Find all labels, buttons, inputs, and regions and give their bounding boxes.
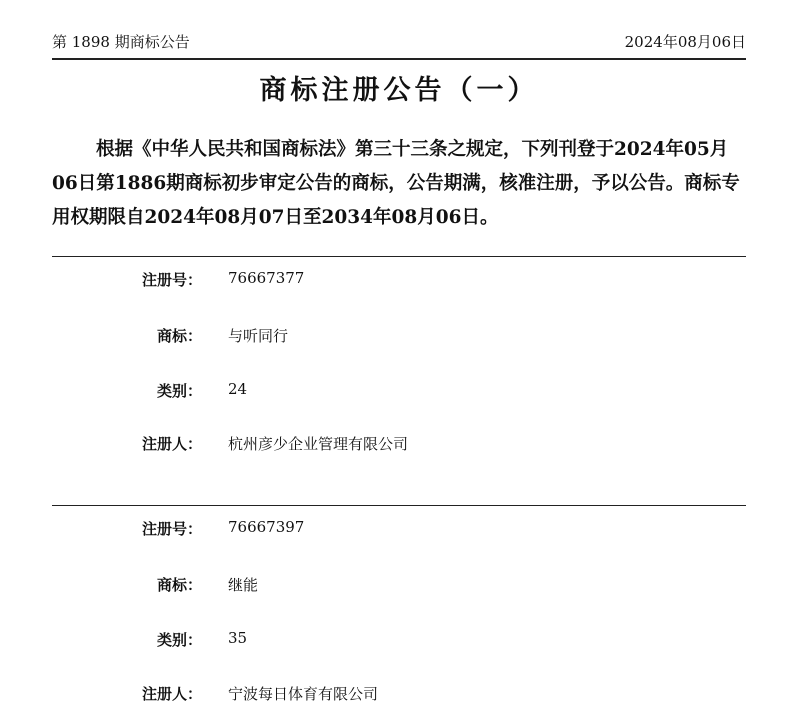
mark-value: 与听同行 [228,327,289,345]
entry-row-class [52,629,746,653]
registrant-label: 注册人： [141,685,202,703]
entry-row-registrant [52,433,746,457]
publication-date: 2024年08月06日 [624,33,746,51]
reg-no-label: 注册号： [141,520,202,538]
reg-no-label: 注册号： [141,271,202,289]
mark-label: 商标： [156,327,202,345]
class-value: 35 [228,629,248,647]
intro-text: 根据《中华人民共和国商标法》第三十三条之规定，下列刊登于2024年05月06日第1886期商标初步审定公告的商标，公告期满，核准注册，予以公告。商标专用权期限自2024年08月07日至2034年08月06日。 [52,139,740,228]
registrant-value: 宁波每日体育有限公司 [228,685,379,703]
class-label: 类别： [156,382,202,400]
entry-divider [52,505,746,506]
intro-paragraph [52,133,746,235]
reg-no-value: 76667377 [228,269,305,287]
reg-no-value: 76667397 [228,518,305,536]
entry-divider [52,256,746,257]
entry-row-reg-no [52,269,746,293]
entry-row-mark [52,325,746,349]
entry-row-mark [52,574,746,598]
class-value: 24 [228,380,248,398]
issue-number: 第 1898 期商标公告 [52,33,190,51]
entry-row-class [52,380,746,404]
page-title: 商标注册公告（一） [259,75,539,106]
registrant-value: 杭州彦少企业管理有限公司 [228,435,409,453]
entry-row-registrant [52,683,746,707]
entry-row-reg-no [52,518,746,542]
registrant-label: 注册人： [141,435,202,453]
mark-label: 商标： [156,576,202,594]
page-header [52,31,746,57]
header-divider [52,58,746,60]
class-label: 类别： [156,631,202,649]
mark-value: 继能 [228,576,259,594]
